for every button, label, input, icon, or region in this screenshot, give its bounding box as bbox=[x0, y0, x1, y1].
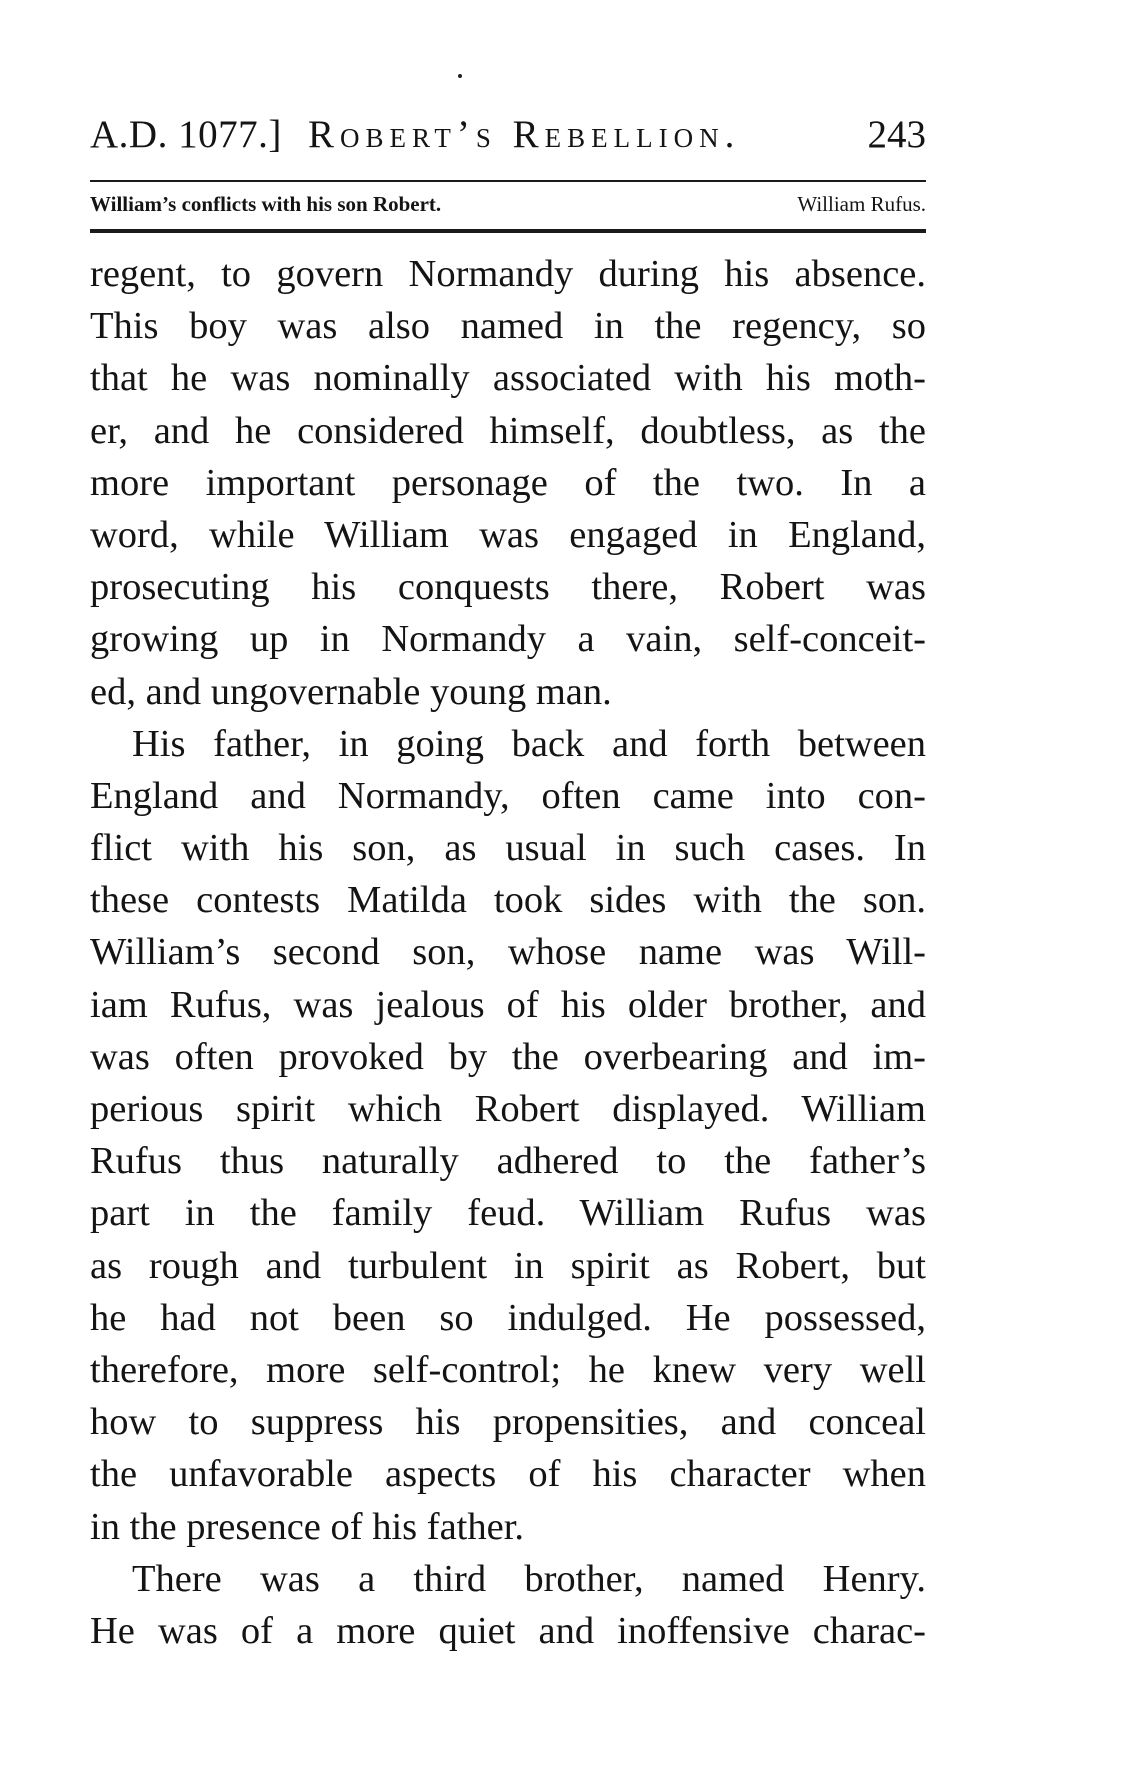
text-line: His father, in going back and forth between bbox=[132, 722, 926, 765]
text-line: he had not been so indulged. He possessed, bbox=[90, 1296, 926, 1339]
text-line: prosecuting his conquests there, Robert was bbox=[90, 566, 926, 609]
body-text bbox=[90, 248, 926, 1657]
text-line: in the presence of his father. bbox=[90, 1505, 525, 1548]
text-line: Rufus thus naturally adhered to the father’s bbox=[90, 1140, 926, 1183]
text-line: iam Rufus, was jealous of his older brother, and bbox=[90, 983, 926, 1026]
text-line: er, and he considered himself, doubtless, as the bbox=[90, 409, 926, 452]
text-line: growing up in Normandy a vain, self-conceit- bbox=[90, 618, 926, 661]
text-line: word, while William was engaged in England, bbox=[90, 513, 926, 556]
text-line: ed, and ungovernable young man. bbox=[90, 670, 612, 713]
paragraph-3 bbox=[90, 1553, 926, 1657]
text-line: more important personage of the two. In a bbox=[90, 461, 926, 504]
text-line: regent, to govern Normandy during his absence. bbox=[90, 253, 926, 295]
text-line: He was of a more quiet and inoffensive charac- bbox=[90, 1609, 926, 1652]
text-line: part in the family feud. William Rufus was bbox=[90, 1192, 926, 1235]
text-line: There was a third brother, named Henry. bbox=[132, 1557, 926, 1600]
text-line: England and Normandy, often came into con- bbox=[90, 774, 926, 817]
text-line: the unfavorable aspects of his character when bbox=[90, 1453, 926, 1496]
header-rule-bottom bbox=[90, 229, 926, 233]
paragraph-1 bbox=[90, 248, 926, 718]
subhead-topic-right: William Rufus. bbox=[797, 192, 926, 216]
header-title: Robert’s Rebellion. bbox=[308, 113, 741, 156]
sub-running-head bbox=[90, 184, 926, 224]
subhead-topic-left: William’s conflicts with his son Robert. bbox=[90, 192, 442, 216]
header-rule-top bbox=[90, 180, 926, 182]
text-line: perious spirit which Robert displayed. William bbox=[90, 1088, 926, 1130]
text-line: was often provoked by the overbearing and im- bbox=[90, 1035, 926, 1078]
text-line: therefore, more self-control; he knew very well bbox=[90, 1348, 926, 1391]
page-number: 243 bbox=[867, 113, 926, 156]
text-line: This boy was also named in the regency, so bbox=[90, 305, 926, 348]
header-date: A.D. 1077.] bbox=[90, 113, 282, 156]
ink-speck bbox=[458, 74, 462, 78]
text-line: how to suppress his propensities, and conceal bbox=[90, 1401, 926, 1444]
text-line: that he was nominally associated with his moth- bbox=[90, 357, 926, 400]
running-head bbox=[90, 110, 926, 160]
paragraph-2 bbox=[90, 718, 926, 1553]
text-line: flict with his son, as usual in such cases. In bbox=[90, 827, 926, 870]
text-line: as rough and turbulent in spirit as Robert, but bbox=[90, 1244, 926, 1287]
text-line: these contests Matilda took sides with the son. bbox=[90, 879, 926, 922]
text-line: William’s second son, whose name was Will- bbox=[90, 931, 926, 974]
